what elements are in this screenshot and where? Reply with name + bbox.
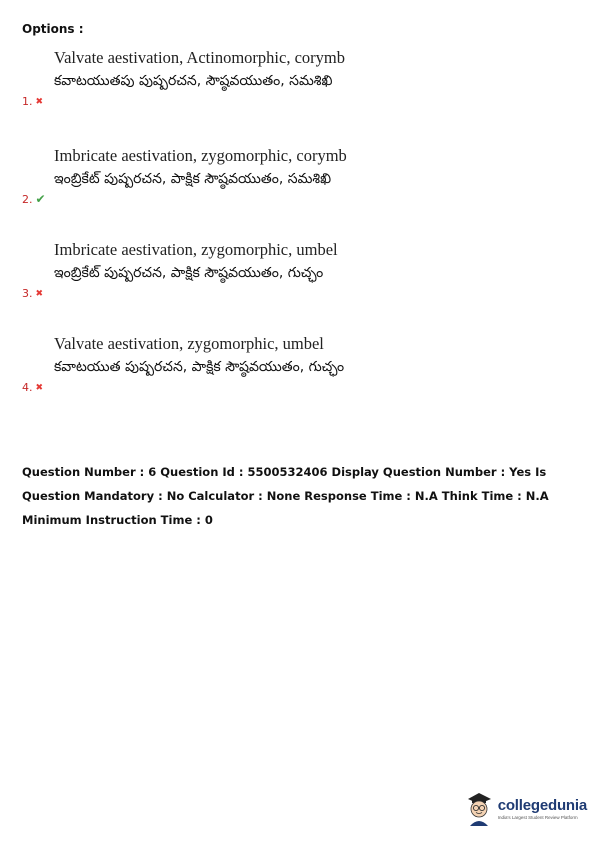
cross-icon: ✖ (35, 382, 44, 393)
check-icon: ✔ (35, 192, 46, 206)
option-marker (22, 95, 43, 108)
options-heading: Options : (22, 22, 84, 36)
cross-icon: ✖ (35, 288, 44, 299)
option-telugu-text: కవాటయుతపు పుష్పరచన, సౌష్ఠవయుతం, సమశిఖి (54, 73, 333, 89)
question-metadata: Question Number : 6 Question Id : 5500532406 Display Question Number : Yes Is Question Mandatory : No Calculator : None Response Time : N.A Think Time : N.A Minimum Instruction Time : 0 (22, 465, 549, 527)
cross-icon: ✖ (35, 96, 44, 107)
option-1 (22, 48, 562, 118)
logo-tagline: India's Largest Student Review Platform (497, 814, 578, 820)
option-telugu-text: కవాటయుత పుష్పరచన, పాక్షిక సౌష్ఠవయుతం, గుచ్ఛం (54, 359, 345, 375)
option-english-text: Valvate aestivation, Actinomorphic, corymb (54, 48, 345, 67)
option-3 (22, 240, 562, 310)
student-mascot-icon (464, 790, 494, 826)
collegedunia-logo (464, 790, 587, 826)
option-marker (22, 192, 46, 206)
option-english-text: Imbricate aestivation, zygomorphic, umbel (54, 240, 338, 259)
option-number: 3. (22, 287, 33, 300)
option-marker (22, 287, 43, 300)
option-telugu-text: ఇంబ్రికేట్ పుష్పరచన, పాక్షిక సౌష్ఠవయుతం, గుచ్ఛం (54, 265, 324, 281)
option-telugu-text: ఇంబ్రికేట్ పుష్పరచన, పాక్షిక సౌష్ఠవయుతం, సమశిఖి (54, 171, 332, 187)
option-marker (22, 381, 43, 394)
option-number: 4. (22, 381, 33, 394)
option-english-text: Valvate aestivation, zygomorphic, umbel (54, 334, 324, 353)
option-4 (22, 334, 562, 404)
option-number: 2. (22, 192, 33, 206)
option-2 (22, 146, 562, 216)
option-number: 1. (22, 95, 33, 108)
logo-name: collegedunia (497, 796, 587, 814)
option-english-text: Imbricate aestivation, zygomorphic, corymb (54, 146, 347, 165)
